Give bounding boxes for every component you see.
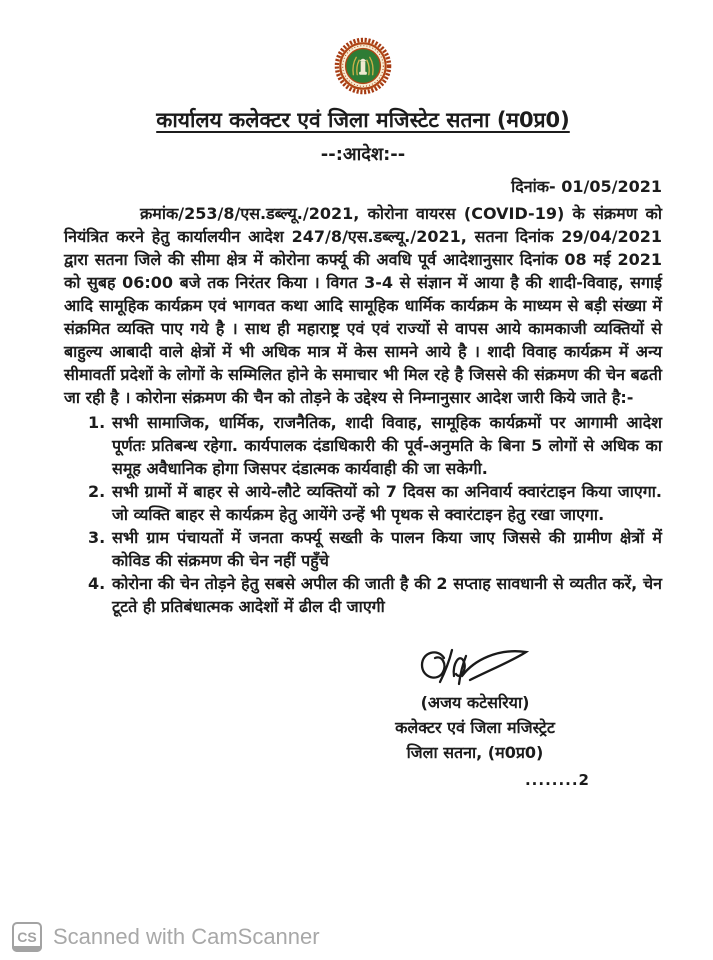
camscanner-logo-icon (12, 922, 42, 952)
item-number: 2. (88, 482, 106, 501)
list-item (88, 572, 662, 618)
order-list (88, 411, 662, 618)
mp-state-emblem-icon (334, 36, 392, 100)
camscanner-badge-text: CS (17, 929, 37, 945)
list-item (88, 411, 662, 480)
camscanner-logo-curl (12, 946, 42, 952)
date-line: दिनांक- 01/05/2021 (511, 177, 662, 196)
signer-name: (अजय कटेसरिया) (420, 693, 530, 712)
camscanner-footer (12, 922, 320, 952)
item-number: 4. (88, 574, 106, 593)
list-item (88, 480, 662, 526)
signature-block (340, 642, 610, 765)
page-number: ........2 (524, 771, 590, 789)
order-heading: --:आदेश:-- (320, 144, 406, 165)
handwritten-signature-icon (410, 642, 540, 694)
header-emblem (64, 0, 662, 100)
item-number: 3. (88, 528, 106, 547)
camscanner-text: Scanned with CamScanner (53, 924, 320, 949)
item-number: 1. (88, 413, 106, 432)
page-title: कार्यालय कलेक्टर एवं जिला मजिस्टेट सतना (म0प्र0) (156, 108, 570, 132)
item-text: सभी सामाजिक, धार्मिक, राजनैतिक, शादी विवाह, सामूहिक कार्यक्रमों पर आगामी आदेश पूर्णतः प्रतिबन्ध रहेगा. कार्यपालक दंडाधिकारी की पूर्व-अनुमति के बिना 5 लोगों से अधिक का समूह अवैधानिक होगा जिसपर दंडात्मक कार्यवाही की जा सकेगी. (112, 413, 662, 478)
body-paragraph: क्रमांक/253/8/एस.डब्ल्यू./2021, कोरोना वायरस (COVID-19) के संक्रमण को नियंत्रित करने हेतु कार्यालयीन आदेश 247/8/एस.डब्ल्यू./2021, सतना दिनांक 29/04/2021 द्वारा सतना जिले की सीमा क्षेत्र में कोरोना कर्फ्यू की अवधि पूर्व आदेशानुसार दिनांक 08 मई 2021 को सुबह 06:00 बजे तक निरंतर किया । विगत 3-4 से संज्ञान में आया है की शादी-विवाह, सगाई आदि सामूहिक कार्यक्रम एवं भागवत कथा आदि सामूहिक धार्मिक कार्यक्रम के माध्यम से बड़ी संख्या में संक्रमित व्यक्ति पाए गये है । साथ ही महाराष्ट्र एवं एवं राज्यों से वापस आये कामकाजी व्यक्तियों से बाहुल्य आबादी वाले क्षेत्रों में भी अधिक मात्र में केस सामने आये है । शादी विवाह कार्यक्रम में अन्य सीमावर्ती प्रदेशों के लोगों के सम्मिलित होने के समाचार भी मिल रहे है जिससे की संक्रमण की चेन बढती जा रही है । कोरोना संक्रमण की चैन को तोड़ने के उद्देश्य से निम्नानुसार आदेश जारी किये जाते है:- (64, 204, 662, 407)
list-item (88, 526, 662, 572)
signer-designation: कलेक्टर एवं जिला मजिस्ट्रेट (395, 718, 555, 737)
item-text: कोरोना की चेन तोड़ने हेतु सबसे अपील की जाती है की 2 सप्ताह सावधानी से व्यतीत करें, चेन टूटते ही प्रतिबंधात्मक आदेशों में ढील दी जाएगी (112, 574, 662, 616)
signer-district: जिला सतना, (म0प्र0) (406, 743, 544, 762)
item-text: सभी ग्रामों में बाहर से आये-लौटे व्यक्तियों को 7 दिवस का अनिवार्य क्वारंटाइन किया जाएगा. जो व्यक्ति बाहर से कार्यक्रम हेतु आयेंगे उन्हें भी पृथक से क्वारंटाइन हेतु रखा जाएगा. (112, 482, 662, 524)
item-text: सभी ग्राम पंचायतों में जनता कर्फ्यू सख्ती के पालन किया जाए जिससे की ग्रामीण क्षेत्रों में कोविड की संक्रमण की चेन नहीं पहुँचे (112, 528, 662, 570)
